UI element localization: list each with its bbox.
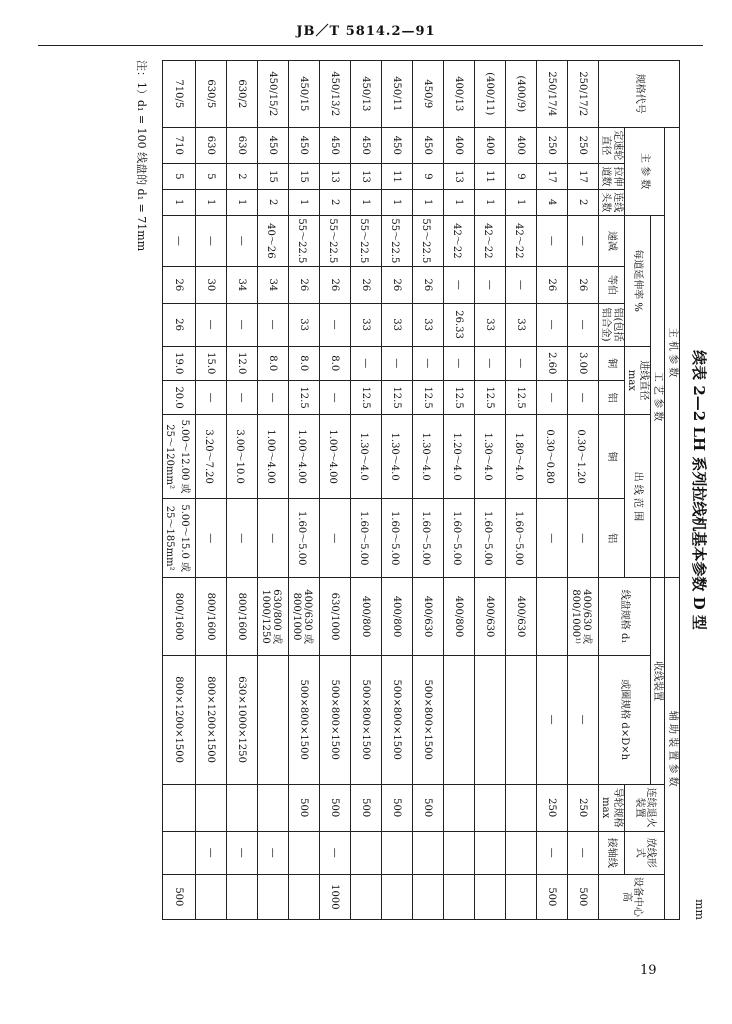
cell-anneal: 500 [382, 784, 413, 831]
cell-cu_dec: 55～22.5 [289, 215, 320, 267]
cell-reel [537, 578, 568, 655]
cell-dia: 450 [413, 127, 444, 164]
cell-coil: 800×1200×1500 [163, 655, 196, 784]
cell-in_cu: — [351, 346, 382, 380]
cell-al: 33 [382, 303, 413, 346]
cell-code: 450/13 [351, 61, 382, 128]
cell-coil [444, 655, 475, 784]
cell-out_cu: 1.30～4.0 [351, 415, 382, 499]
cell-in_cu: 3.00 [568, 346, 599, 380]
cell-al: — [537, 303, 568, 346]
col-cu-equal: 等伯 [599, 267, 625, 304]
cell-center [382, 874, 413, 919]
rotated-table-area [70, 60, 710, 920]
cell-in_al: 12.5 [289, 380, 320, 414]
cell-cu_dec: 55～22.5 [382, 215, 413, 267]
cell-in_al: 12.5 [444, 380, 475, 414]
cell-code: 450/15 [289, 61, 320, 128]
table-row [320, 61, 351, 920]
cell-dies: 15 [258, 164, 289, 190]
cell-cu_eq: 26 [413, 267, 444, 304]
cell-in_cu: 8.0 [258, 346, 289, 380]
col-pin-payoff: 接轴线 [599, 831, 625, 874]
cell-code: 250/17/4 [537, 61, 568, 128]
cell-out_cu: 1.00～4.00 [289, 415, 320, 499]
cell-out_al: 1.60～5.00 [351, 498, 382, 577]
cell-guide: — [568, 831, 599, 874]
cell-guide: — [258, 831, 289, 874]
cell-al: 26.33 [444, 303, 475, 346]
cell-in_al: — [568, 380, 599, 414]
table-title: 续表 2—2 LH 系列拉线机基本参数 D 型 [690, 350, 708, 630]
cell-dies: 17 [537, 164, 568, 190]
cell-cu_eq: — [444, 267, 475, 304]
col-out-aluminum: 铝 [599, 498, 625, 577]
cell-cu_eq: — [475, 267, 506, 304]
cell-cu_dec: 55～22.5 [320, 215, 351, 267]
cell-dia: 630 [196, 127, 227, 164]
cell-cu_eq: 26 [351, 267, 382, 304]
cell-guide [163, 831, 196, 874]
cell-cu_dec: 55～22.5 [351, 215, 382, 267]
cell-heads: 4 [537, 189, 568, 215]
cell-anneal: 500 [351, 784, 382, 831]
cell-center: 500 [163, 874, 196, 919]
cell-guide [382, 831, 413, 874]
cell-cu_dec: — [568, 215, 599, 267]
cell-dia: 630 [227, 127, 258, 164]
cell-out_al: — [196, 498, 227, 577]
cell-anneal [163, 784, 196, 831]
cell-center [258, 874, 289, 919]
cell-center [289, 874, 320, 919]
cell-anneal: 500 [320, 784, 351, 831]
cell-code: 630/2 [227, 61, 258, 128]
header-rule [38, 45, 703, 46]
cell-in_al: 12.5 [413, 380, 444, 414]
table-row [444, 61, 475, 920]
cell-dia: 250 [537, 127, 568, 164]
cell-dies: 2 [227, 164, 258, 190]
cell-reel: 800/1600 [196, 578, 227, 655]
cell-out_al: 1.60～5.00 [444, 498, 475, 577]
cell-cu_dec: — [196, 215, 227, 267]
cell-cu_eq: 26 [289, 267, 320, 304]
cell-guide [475, 831, 506, 874]
cell-code: 630/5 [196, 61, 227, 128]
cell-heads: 1 [444, 189, 475, 215]
cell-dies: 9 [506, 164, 537, 190]
cell-dia: 400 [475, 127, 506, 164]
cell-reel: 400/630 [413, 578, 444, 655]
cell-al: 33 [475, 303, 506, 346]
col-anneal: 连续退火装置 [625, 784, 666, 831]
cell-code: 250/17/2 [568, 61, 599, 128]
cell-in_cu: — [382, 346, 413, 380]
cell-dia: 250 [568, 127, 599, 164]
cell-coil: 500×800×1500 [382, 655, 413, 784]
cell-cu_dec: 42～22 [506, 215, 537, 267]
page-number: 19 [640, 963, 657, 978]
cell-dia: 400 [444, 127, 475, 164]
cell-reel: 400/630 [475, 578, 506, 655]
cell-anneal: 250 [537, 784, 568, 831]
cell-code: 710/5 [163, 61, 196, 128]
cell-center [351, 874, 382, 919]
cell-reel: 400/800 [382, 578, 413, 655]
cell-out_al: — [258, 498, 289, 577]
table-row [382, 61, 413, 920]
cell-out_al: 5.00～15.0 或 25～185mm² [163, 498, 196, 577]
cell-coil: 500×800×1500 [289, 655, 320, 784]
cell-center: 1000 [320, 874, 351, 919]
cell-out_cu: 1.30～4.0 [475, 415, 506, 499]
cell-out_cu: 1.20～4.0 [444, 415, 475, 499]
table-row [568, 61, 599, 920]
cell-dia: 450 [320, 127, 351, 164]
cell-out_cu: 1.00～4.00 [320, 415, 351, 499]
cell-out_al: 1.60～5.00 [382, 498, 413, 577]
col-in-wire: 进线直径 max [625, 346, 651, 415]
cell-al: — [568, 303, 599, 346]
cell-anneal [506, 784, 537, 831]
cell-dia: 400 [506, 127, 537, 164]
cell-dies: 5 [163, 164, 196, 190]
parameter-table [162, 60, 680, 920]
cell-in_cu: — [475, 346, 506, 380]
cell-cu_eq: 26 [568, 267, 599, 304]
cell-out_cu: 0.30～1.20 [568, 415, 599, 499]
cell-cu_dec: 42～22 [444, 215, 475, 267]
cell-center [444, 874, 475, 919]
cell-heads: 1 [382, 189, 413, 215]
cell-out_cu: 0.30～0.80 [537, 415, 568, 499]
cell-guide [444, 831, 475, 874]
cell-out_al: 1.60～5.00 [413, 498, 444, 577]
col-in-copper: 铜 [599, 346, 625, 380]
cell-in_cu: 8.0 [289, 346, 320, 380]
cell-al: — [227, 303, 258, 346]
cell-code: (400/11) [475, 61, 506, 128]
cell-cu_eq: 30 [196, 267, 227, 304]
cell-coil [475, 655, 506, 784]
table-row [413, 61, 444, 920]
cell-guide: — [196, 831, 227, 874]
cell-out_al: — [320, 498, 351, 577]
cell-reel: 800/1600 [163, 578, 196, 655]
cell-dies: 17 [568, 164, 599, 190]
cell-al: — [196, 303, 227, 346]
cell-dia: 450 [289, 127, 320, 164]
cell-cu_dec: — [537, 215, 568, 267]
col-dies-count: 拉伸道数 [599, 164, 625, 190]
cell-anneal: 500 [413, 784, 444, 831]
cell-heads: 1 [163, 189, 196, 215]
cell-out_cu: 1.30～4.0 [382, 415, 413, 499]
cell-cu_eq: 34 [258, 267, 289, 304]
cell-in_al: 12.5 [382, 380, 413, 414]
cell-al: — [258, 303, 289, 346]
table-body [163, 61, 599, 920]
cell-in_cu: 15.0 [196, 346, 227, 380]
col-out-copper: 铜 [599, 415, 625, 499]
cell-guide [289, 831, 320, 874]
cell-anneal [258, 784, 289, 831]
cell-dies: 11 [382, 164, 413, 190]
cell-out_al: 1.60～5.00 [506, 498, 537, 577]
col-capstan-dia: 定速轮直径 [599, 127, 625, 164]
cell-cu_eq: — [506, 267, 537, 304]
cell-center [196, 874, 227, 919]
cell-in_al: — [537, 380, 568, 414]
cell-heads: 2 [568, 189, 599, 215]
cell-cu_dec: — [227, 215, 258, 267]
footnote: 注：1）d₁ = 100 线盘的 d₁ = 71mm [135, 60, 148, 252]
cell-in_cu: 19.0 [163, 346, 196, 380]
cell-in_cu: — [444, 346, 475, 380]
table-row [258, 61, 289, 920]
col-main-machine: 主 机 参 数 [665, 127, 680, 578]
cell-coil: 500×800×1500 [413, 655, 444, 784]
cell-out_cu: 5.00～12.00 或 25～120mm² [163, 415, 196, 499]
table-row [475, 61, 506, 920]
cell-out_cu: 1.80～4.0 [506, 415, 537, 499]
cell-out_cu: 1.00～4.00 [258, 415, 289, 499]
cell-in_cu: — [413, 346, 444, 380]
cell-center [475, 874, 506, 919]
cell-cu_eq: 26 [320, 267, 351, 304]
col-al-alloy: 铝(包括铝合金) [599, 303, 625, 346]
cell-code: (400/9) [506, 61, 537, 128]
cell-reel: 630/800 或 1000/1250 [258, 578, 289, 655]
cell-anneal [444, 784, 475, 831]
col-elongation: 每道延伸率 % [625, 215, 651, 346]
cell-dia: 710 [163, 127, 196, 164]
cell-guide [351, 831, 382, 874]
cell-cu_eq: 34 [227, 267, 258, 304]
cell-coil: 500×800×1500 [320, 655, 351, 784]
cell-cu_dec: 42～22 [475, 215, 506, 267]
col-center-height: 设备中心高 [599, 874, 666, 919]
cell-cu_dec: — [163, 215, 196, 267]
cell-reel: 400/800 [351, 578, 382, 655]
cell-cu_eq: 26 [163, 267, 196, 304]
col-spec-code: 规格代号 [599, 61, 680, 128]
cell-heads: 1 [289, 189, 320, 215]
cell-in_al: — [258, 380, 289, 414]
cell-in_cu: 2.60 [537, 346, 568, 380]
cell-out_al: 1.60～5.00 [475, 498, 506, 577]
cell-code: 450/9 [413, 61, 444, 128]
cell-center: 500 [568, 874, 599, 919]
cell-heads: 1 [506, 189, 537, 215]
cell-dies: 13 [351, 164, 382, 190]
cell-cu_dec: 55～22.5 [413, 215, 444, 267]
cell-dies: 13 [444, 164, 475, 190]
col-reel-spec: 线盘规格 d₁ [599, 578, 651, 655]
cell-reel: 400/630 或 800/1000 [289, 578, 320, 655]
cell-in_al: 12.5 [351, 380, 382, 414]
cell-dies: 5 [196, 164, 227, 190]
cell-al: 33 [351, 303, 382, 346]
cell-reel: 630/1000 [320, 578, 351, 655]
cell-reel: 400/630 [506, 578, 537, 655]
cell-guide: — [537, 831, 568, 874]
col-process-params: 工 艺 参 数 [651, 215, 666, 578]
cell-al: — [320, 303, 351, 346]
cell-al: 33 [506, 303, 537, 346]
cell-guide [413, 831, 444, 874]
cell-coil: — [537, 655, 568, 784]
cell-code: 450/11 [382, 61, 413, 128]
cell-coil: 500×800×1500 [351, 655, 382, 784]
col-coil-spec: 或圈规格 d×D×h [599, 655, 651, 784]
cell-cu_eq: 26 [382, 267, 413, 304]
cell-heads: 1 [351, 189, 382, 215]
table-row [351, 61, 382, 920]
cell-al: 33 [413, 303, 444, 346]
cell-in_al: 12.5 [506, 380, 537, 414]
table-row [289, 61, 320, 920]
cell-anneal [227, 784, 258, 831]
cell-heads: 1 [196, 189, 227, 215]
table-row [163, 61, 196, 920]
cell-in_al: — [320, 380, 351, 414]
cell-heads: 2 [258, 189, 289, 215]
cell-out_al: 1.60～5.00 [289, 498, 320, 577]
col-out-range: 出 线 范 围 [625, 415, 651, 578]
cell-center [506, 874, 537, 919]
cell-out_cu: 3.20～7.20 [196, 415, 227, 499]
cell-coil: — [568, 655, 599, 784]
cell-dia: 450 [258, 127, 289, 164]
cell-heads: 1 [475, 189, 506, 215]
rotated-content [70, 60, 710, 920]
table-row [196, 61, 227, 920]
col-aux: 辅 助 装 置 参 数 [665, 578, 680, 920]
cell-in_al: — [196, 380, 227, 414]
cell-center: 500 [537, 874, 568, 919]
cell-guide [506, 831, 537, 874]
cell-al: 26 [163, 303, 196, 346]
cell-cu_dec: 40～26 [258, 215, 289, 267]
unit-label: mm [693, 899, 706, 920]
cell-in_al: 20.0 [163, 380, 196, 414]
col-in-aluminum: 铝 [599, 380, 625, 414]
cell-guide: — [320, 831, 351, 874]
cell-al: 33 [289, 303, 320, 346]
col-take-up: 收线装置 [651, 578, 666, 784]
col-cu-decreasing: 递减 [599, 215, 625, 267]
cell-in_cu: — [506, 346, 537, 380]
cell-in_cu: 8.0 [320, 346, 351, 380]
standard-code: JB／T 5814.2—91 [296, 24, 436, 39]
cell-coil: 630×1000×1250 [227, 655, 258, 784]
cell-dies: 15 [289, 164, 320, 190]
table-row [537, 61, 568, 920]
col-main-params: 主 参 数 [625, 127, 666, 215]
cell-coil [258, 655, 289, 784]
table-row [506, 61, 537, 920]
col-payoff: 放线形式 [625, 831, 666, 874]
cell-code: 400/13 [444, 61, 475, 128]
cell-out_al: — [227, 498, 258, 577]
cell-reel: 400/630 或 800/1000¹⁾ [568, 578, 599, 655]
cell-heads: 2 [320, 189, 351, 215]
cell-code: 450/15/2 [258, 61, 289, 128]
table-row [227, 61, 258, 920]
cell-coil [506, 655, 537, 784]
cell-in_al: — [227, 380, 258, 414]
cell-guide: — [227, 831, 258, 874]
cell-center [227, 874, 258, 919]
col-guide-spec: 导轮规格 max [599, 784, 625, 831]
cell-reel: 400/800 [444, 578, 475, 655]
cell-out_al: — [537, 498, 568, 577]
cell-out_cu: 1.30～4.0 [413, 415, 444, 499]
cell-anneal: 500 [289, 784, 320, 831]
cell-cu_eq: 26 [537, 267, 568, 304]
cell-out_al: — [568, 498, 599, 577]
cell-dies: 13 [320, 164, 351, 190]
cell-anneal [196, 784, 227, 831]
cell-in_cu: 12.0 [227, 346, 258, 380]
cell-coil: 800×1200×1500 [196, 655, 227, 784]
cell-dies: 11 [475, 164, 506, 190]
cell-anneal [475, 784, 506, 831]
cell-heads: 1 [413, 189, 444, 215]
cell-heads: 1 [227, 189, 258, 215]
cell-dia: 450 [351, 127, 382, 164]
cell-out_cu: 3.00～10.0 [227, 415, 258, 499]
cell-in_al: 12.5 [475, 380, 506, 414]
col-wire-heads: 连线头数 [599, 189, 625, 215]
cell-anneal: 250 [568, 784, 599, 831]
cell-dia: 450 [382, 127, 413, 164]
cell-code: 450/13/2 [320, 61, 351, 128]
cell-center [413, 874, 444, 919]
cell-reel: 800/1600 [227, 578, 258, 655]
cell-dies: 9 [413, 164, 444, 190]
